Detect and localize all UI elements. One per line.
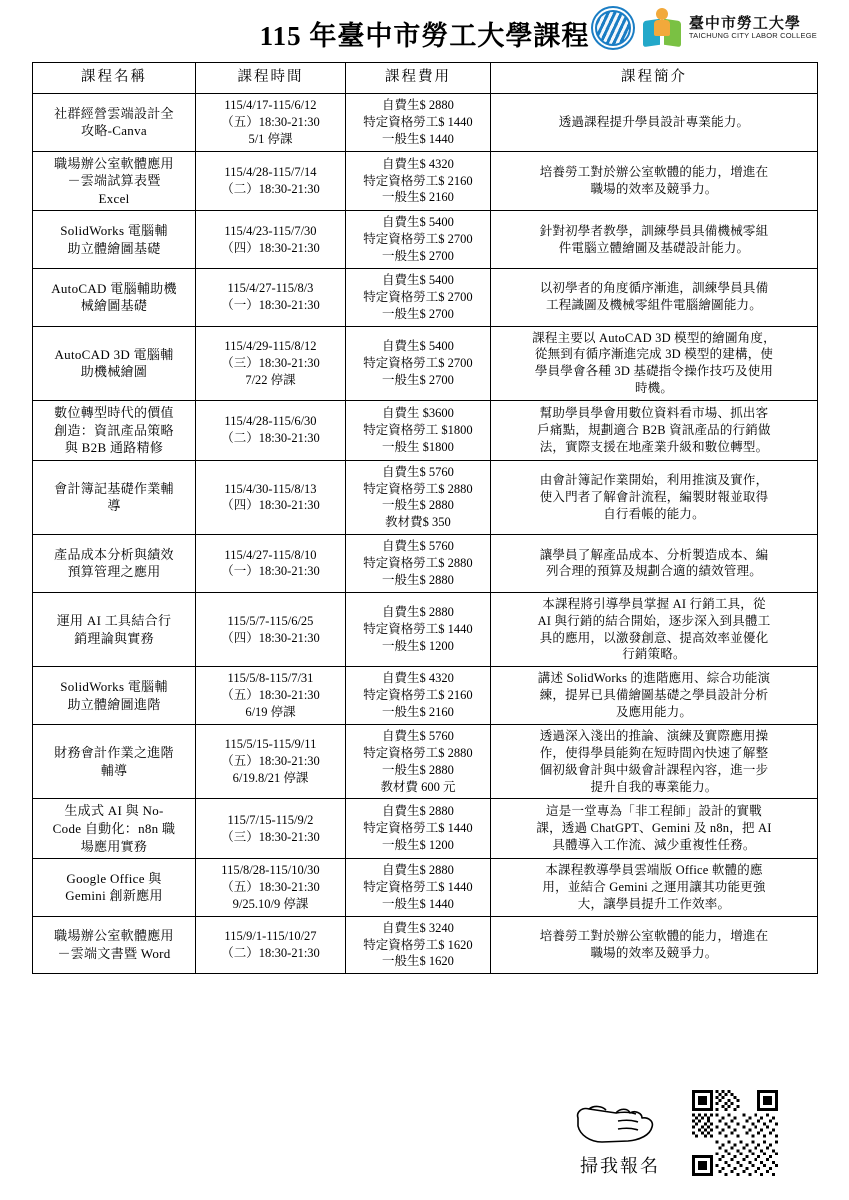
course-desc-cell (491, 667, 818, 725)
course-desc-cell (491, 592, 818, 667)
course-desc-cell-line: 培養勞工對於辦公室軟體的能力，增進在 (539, 929, 769, 944)
course-time-cell-line: 115/5/8-115/7/31 (227, 671, 314, 686)
course-fee-cell-line: 特定資格勞工$ 1620 (363, 937, 473, 952)
course-desc-cell-line: 工程識圖及機械零組件電腦繪圖能力。 (546, 298, 762, 313)
course-name-cell-line: 助機械繪圖 (80, 364, 148, 380)
qr-code[interactable] (692, 1090, 778, 1176)
course-name-cell-line: 職場辦公室軟體應用 (54, 155, 174, 171)
course-desc-cell-line: 本課程將引導學員掌握 AI 行銷工具，從 (542, 596, 766, 611)
course-time-cell-line: 115/7/15-115/9/2 (227, 812, 314, 827)
course-desc-cell-line: 讓學員了解產品成本、分析製造成本、編 (539, 547, 769, 562)
course-desc-cell (491, 859, 818, 917)
course-name-cell-line: 數位轉型時代的價值 (54, 405, 174, 421)
course-fee-cell-line: 一般生 $1800 (382, 439, 454, 454)
course-name-cell-line: 助立體繪圖基礎 (67, 240, 161, 256)
course-fee-cell-line: 自費生$ 2880 (382, 98, 454, 112)
course-fee-cell-line: 特定資格勞工$ 2880 (363, 745, 473, 760)
course-desc-cell-line: 這是一堂專為「非工程師」設計的實戰 (546, 804, 762, 819)
course-fee-cell-line: 自費生$ 2880 (382, 863, 454, 878)
course-fee-cell (346, 592, 491, 667)
course-name-cell-line: Code 自動化：n8n 職 (52, 820, 176, 836)
course-name-cell (33, 151, 196, 211)
table-row (33, 859, 818, 917)
course-time-cell-line: （一）18:30-21:30 (221, 298, 320, 313)
course-desc-cell-line: 職場的效率及競爭力。 (590, 181, 718, 196)
course-fee-cell-line: 教材費 600 元 (380, 779, 456, 794)
course-fee-cell-line: 一般生$ 1440 (382, 896, 454, 911)
course-fee-cell-line: 特定資格勞工$ 2880 (363, 556, 473, 571)
column-header-fee: 課程費用 (346, 63, 491, 94)
course-name-cell-line: 預算管理之應用 (67, 564, 161, 580)
course-fee-cell-line: 特定資格勞工$ 2160 (363, 688, 473, 703)
course-time-cell (196, 401, 346, 461)
course-name-cell-line: 械繪圖基礎 (80, 298, 148, 314)
course-fee-cell-line: 特定資格勞工$ 2700 (363, 289, 473, 304)
course-time-cell (196, 724, 346, 799)
course-name-cell (33, 859, 196, 917)
course-desc-cell (491, 211, 818, 269)
course-fee-cell-line: 自費生$ 4320 (382, 156, 454, 171)
course-name-cell-line: 生成式 AI 與 No- (64, 803, 164, 819)
course-name-cell-line: 與 B2B 通路精修 (64, 440, 164, 456)
course-fee-cell-line: 一般生$ 1440 (382, 131, 454, 146)
course-time-cell-line: 115/4/27-115/8/10 (224, 547, 317, 562)
course-fee-cell (346, 667, 491, 725)
course-fee-cell (346, 799, 491, 859)
logo-name-cn: 臺中市勞工大學 (688, 15, 801, 32)
course-name-cell-line: 銷理論與實務 (74, 630, 154, 646)
course-desc-cell-line: 課程主要以 AutoCAD 3D 模型的繪圖角度， (532, 330, 776, 345)
course-desc-cell-line: 個初級會計與中級會計課程內容，進一步 (539, 762, 769, 777)
course-time-cell (196, 151, 346, 211)
course-fee-cell-line: 一般生$ 2880 (382, 762, 454, 777)
course-name-cell-line: 職場辦公室軟體應用 (54, 928, 174, 944)
course-name-cell-line: 攻略-Canva (81, 123, 147, 139)
course-desc-cell-line: 透過課程提升學員設計專業能力。 (558, 114, 750, 129)
course-time-cell-line: 115/8/28-115/10/30 (221, 863, 320, 878)
course-time-cell-line: 115/4/28-115/6/30 (224, 414, 317, 429)
course-desc-cell-line: 大，讓學員提升工作效率。 (577, 896, 731, 911)
course-desc-cell-line: 透過深入淺出的推論、演練及實際應用操 (539, 728, 769, 743)
course-fee-cell-line: 一般生$ 2880 (382, 572, 454, 587)
course-desc-cell-line: 本課程教導學員雲端版 Office 軟體的應 (545, 863, 763, 878)
course-fee-cell (346, 535, 491, 593)
table-row (33, 535, 818, 593)
course-desc-cell-line: 培養勞工對於辦公室軟體的能力，增進在 (539, 165, 769, 180)
course-desc-cell-line: 以初學者的角度循序漸進，訓練學員具備 (539, 281, 769, 296)
course-time-cell-line: 115/5/7-115/6/25 (227, 613, 314, 628)
course-time-cell-line: 115/4/30-115/8/13 (224, 481, 317, 496)
pointing-hand-icon (572, 1088, 658, 1150)
course-fee-cell (346, 859, 491, 917)
course-name-cell-line: －雲端試算表暨 (67, 173, 161, 189)
course-name-cell-line: 導 (107, 498, 121, 514)
course-desc-cell (491, 724, 818, 799)
course-time-cell (196, 916, 346, 974)
course-time-cell-line: 5/1 停課 (248, 131, 293, 146)
course-desc-cell (491, 401, 818, 461)
course-time-cell-line: 115/4/23-115/7/30 (224, 223, 317, 238)
course-fee-cell-line: 特定資格勞工$ 1440 (363, 879, 473, 894)
course-fee-cell-line: 一般生$ 1200 (382, 638, 454, 653)
course-fee-cell-line: 特定資格勞工$ 2160 (363, 173, 473, 188)
course-time-cell (196, 460, 346, 535)
course-time-cell (196, 667, 346, 725)
course-time-cell (196, 326, 346, 401)
course-name-cell (33, 724, 196, 799)
course-fee-cell-line: 特定資格勞工$ 1440 (363, 622, 473, 637)
course-desc-cell-line: 自行看帳的能力。 (603, 506, 705, 521)
course-name-cell-line: 創造：資訊產品策略 (54, 422, 174, 438)
page-footer (32, 1076, 817, 1186)
table-row (33, 151, 818, 211)
course-desc-cell (491, 94, 818, 152)
course-desc-cell-line: 講述 SolidWorks 的進階應用、綜合功能演 (537, 671, 771, 686)
course-fee-cell-line: 一般生$ 2700 (382, 249, 454, 264)
course-name-cell-line: 場應用實務 (80, 838, 148, 854)
course-name-cell (33, 94, 196, 152)
course-fee-cell-line: 一般生$ 2160 (382, 705, 454, 720)
course-time-cell (196, 592, 346, 667)
course-time-cell-line: （五）18:30-21:30 (221, 754, 320, 769)
course-desc-cell-line: 幫助學員學會用數位資料看市場、抓出客 (539, 406, 769, 421)
course-fee-cell (346, 268, 491, 326)
course-fee-cell-line: 自費生$ 2880 (382, 804, 454, 819)
table-row (33, 799, 818, 859)
course-desc-cell-line: 由會計簿記作業開始，利用推演及實作， (539, 473, 769, 488)
course-name-cell-line: 會計簿記基礎作業輔 (54, 480, 174, 496)
course-desc-cell-line: 及應用能力。 (615, 705, 693, 720)
course-fee-cell-line: 自費生$ 4320 (382, 671, 454, 686)
course-desc-cell-line: 戶痛點，規劃適合 B2B 資訊產品的行銷做 (537, 422, 771, 437)
course-desc-cell-line: 時機。 (634, 381, 674, 396)
course-desc-cell-line: 職場的效率及競爭力。 (590, 945, 718, 960)
course-name-cell-line: Gemini 創新應用 (65, 888, 163, 904)
course-fee-cell-line: 自費生$ 2880 (382, 605, 454, 620)
course-name-cell (33, 211, 196, 269)
course-fee-cell-line: 自費生$ 5760 (382, 464, 454, 479)
course-fee-cell-line: 自費生 $3600 (382, 406, 454, 421)
table-row (33, 916, 818, 974)
course-desc-cell-line: 練，提昇已具備繪圖基礎之學員設計分析 (539, 688, 769, 703)
course-fee-cell-line: 一般生$ 2160 (382, 190, 454, 205)
course-time-cell-line: 115/4/28-115/7/14 (224, 165, 317, 180)
course-time-cell (196, 211, 346, 269)
organization-logo (591, 6, 817, 50)
course-time-cell-line: 9/25.10/9 停課 (232, 896, 309, 911)
course-desc-cell-line: 針對初學者教學，訓練學員具備機械零組 (539, 223, 769, 238)
table-row (33, 592, 818, 667)
course-desc-cell-line: 件電腦立體繪圖及基礎設計能力。 (558, 240, 750, 255)
table-row (33, 667, 818, 725)
course-name-cell-line: AutoCAD 電腦輔助機 (51, 280, 177, 296)
course-time-cell-line: （三）18:30-21:30 (221, 355, 320, 370)
course-time-cell-line: 115/4/29-115/8/12 (224, 338, 317, 353)
course-time-cell-line: 115/9/1-115/10/27 (224, 929, 317, 944)
course-desc-cell (491, 151, 818, 211)
course-time-cell-line: 115/5/15-115/9/11 (224, 737, 317, 752)
course-desc-cell-line: 具的應用，以激發創意、提高效率並優化 (539, 630, 769, 645)
table-row (33, 460, 818, 535)
course-fee-cell (346, 460, 491, 535)
course-desc-cell-line: 作，使得學員能夠在短時間內快速了解整 (539, 745, 769, 760)
table-row (33, 401, 818, 461)
logo-text (689, 16, 817, 41)
course-desc-cell (491, 535, 818, 593)
course-fee-cell-line: 自費生$ 3240 (382, 920, 454, 935)
course-name-cell (33, 592, 196, 667)
course-desc-cell-line: 用，並結合 Gemini 之運用讓其功能更強 (542, 879, 766, 894)
course-fee-cell-line: 一般生$ 2700 (382, 372, 454, 387)
table-row (33, 724, 818, 799)
course-fee-cell-line: 特定資格勞工$ 1440 (363, 821, 473, 836)
course-time-cell-line: （一）18:30-21:30 (221, 564, 320, 579)
course-name-cell (33, 268, 196, 326)
course-name-cell-line: 產品成本分析與績效 (54, 546, 174, 562)
logo-name-en: TAICHUNG CITY LABOR COLLEGE (688, 31, 817, 41)
course-desc-cell (491, 326, 818, 401)
course-fee-cell-line: 自費生$ 5760 (382, 728, 454, 743)
course-name-cell-line: 助立體繪圖進階 (67, 696, 161, 712)
course-desc-cell (491, 799, 818, 859)
course-time-cell-line: （五）18:30-21:30 (221, 688, 320, 703)
course-time-cell-line: 7/22 停課 (245, 372, 296, 387)
course-name-cell-line: －雲端文書暨 Word (57, 945, 171, 961)
course-name-cell (33, 401, 196, 461)
course-fee-cell-line: 特定資格勞工$ 2700 (363, 355, 473, 370)
course-time-cell (196, 268, 346, 326)
course-time-cell (196, 535, 346, 593)
course-name-cell (33, 460, 196, 535)
course-time-cell-line: （四）18:30-21:30 (221, 240, 320, 255)
course-name-cell-line: Excel (98, 190, 130, 206)
course-fee-cell (346, 211, 491, 269)
course-time-cell-line: 115/4/17-115/6/12 (224, 98, 317, 112)
course-desc-cell-line: 法，實際支援在地產業升級和數位轉型。 (539, 439, 769, 454)
course-fee-cell-line: 自費生$ 5400 (382, 272, 454, 287)
course-time-cell-line: （五）18:30-21:30 (221, 879, 320, 894)
course-name-cell-line: SolidWorks 電腦輔 (60, 223, 168, 239)
globe-icon (591, 6, 635, 50)
course-name-cell (33, 799, 196, 859)
course-name-cell-line: 財務會計作業之進階 (54, 745, 174, 761)
page-header (32, 0, 817, 62)
course-name-cell (33, 916, 196, 974)
table-body (33, 94, 818, 974)
course-time-cell-line: （四）18:30-21:30 (221, 630, 320, 645)
course-desc-cell (491, 916, 818, 974)
column-header-name: 課程名稱 (33, 63, 196, 94)
course-desc-cell-line: 提升自我的專業能力。 (590, 779, 718, 794)
course-fee-cell-line: 一般生$ 2700 (382, 306, 454, 321)
column-header-desc: 課程簡介 (491, 63, 818, 94)
course-fee-cell-line: 一般生$ 1200 (382, 838, 454, 853)
column-header-time: 課程時間 (196, 63, 346, 94)
course-desc-cell (491, 268, 818, 326)
course-fee-cell-line: 一般生$ 2880 (382, 498, 454, 513)
course-table (32, 62, 818, 974)
course-time-cell-line: （五）18:30-21:30 (221, 114, 320, 129)
course-fee-cell-line: 一般生$ 1620 (382, 954, 454, 969)
course-fee-cell-line: 自費生$ 5760 (382, 539, 454, 554)
course-name-cell-line: 社群經營雲端設計全 (54, 105, 174, 121)
course-fee-cell-line: 特定資格勞工$ 2880 (363, 481, 473, 496)
course-name-cell (33, 326, 196, 401)
course-time-cell-line: （四）18:30-21:30 (221, 498, 320, 513)
course-fee-cell (346, 724, 491, 799)
table-row (33, 211, 818, 269)
course-desc-cell-line: 具體導入工作流、減少重複性任務。 (552, 838, 756, 853)
course-fee-cell-line: 自費生$ 5400 (382, 338, 454, 353)
course-desc-cell-line: 學員學會各種 3D 基礎指令操作技巧及使用 (534, 364, 774, 379)
course-fee-cell (346, 916, 491, 974)
course-fee-cell-line: 特定資格勞工$ 2700 (363, 232, 473, 247)
course-fee-cell-line: 特定資格勞工 $1800 (363, 422, 473, 437)
table-row (33, 268, 818, 326)
course-fee-cell (346, 326, 491, 401)
course-fee-cell (346, 151, 491, 211)
course-time-cell (196, 799, 346, 859)
book-person-icon (641, 6, 683, 50)
course-time-cell-line: （三）18:30-21:30 (221, 829, 320, 844)
course-time-cell-line: 6/19 停課 (245, 705, 296, 720)
page-title: 115 年臺中市勞工大學課程 (259, 21, 590, 51)
course-name-cell-line: 運用 AI 工具結合行 (56, 612, 172, 628)
table-row (33, 326, 818, 401)
course-time-cell (196, 94, 346, 152)
course-time-cell-line: 6/19.8/21 停課 (232, 771, 309, 786)
course-time-cell (196, 859, 346, 917)
course-desc-cell-line: AI 與行銷的結合開始，逐步深入到具體工 (537, 613, 771, 628)
course-name-cell-line: SolidWorks 電腦輔 (60, 679, 168, 695)
course-name-cell-line: AutoCAD 3D 電腦輔 (54, 346, 174, 362)
course-name-cell (33, 535, 196, 593)
course-desc-cell-line: 使入門者了解會計流程，編製財報並取得 (539, 489, 769, 504)
course-fee-cell (346, 94, 491, 152)
course-name-cell-line: 輔導 (100, 762, 128, 778)
course-fee-cell-line: 特定資格勞工$ 1440 (363, 114, 473, 129)
course-time-cell-line: 115/4/27-115/8/3 (227, 281, 314, 296)
course-fee-cell-line: 教材費$ 350 (385, 515, 451, 530)
course-desc-cell-line: 列合理的預算及規劃合適的績效管理。 (546, 564, 762, 579)
course-name-cell-line: Google Office 與 (66, 870, 162, 886)
course-desc-cell (491, 460, 818, 535)
course-time-cell-line: （二）18:30-21:30 (221, 945, 320, 960)
course-fee-cell-line: 自費生$ 5400 (382, 215, 454, 230)
course-fee-cell (346, 401, 491, 461)
table-row (33, 94, 818, 152)
scan-to-register-label: 掃我報名 (580, 1156, 660, 1176)
course-time-cell-line: （二）18:30-21:30 (221, 181, 320, 196)
table-header-row (33, 63, 818, 94)
course-name-cell (33, 667, 196, 725)
course-desc-cell-line: 課，透過 ChatGPT、Gemini 及 n8n，把 AI (536, 821, 772, 836)
course-desc-cell-line: 從無到有循序漸進完成 3D 模型的建構，使 (534, 347, 774, 362)
course-time-cell-line: （二）18:30-21:30 (221, 431, 320, 446)
course-desc-cell-line: 行銷策略。 (622, 647, 686, 662)
